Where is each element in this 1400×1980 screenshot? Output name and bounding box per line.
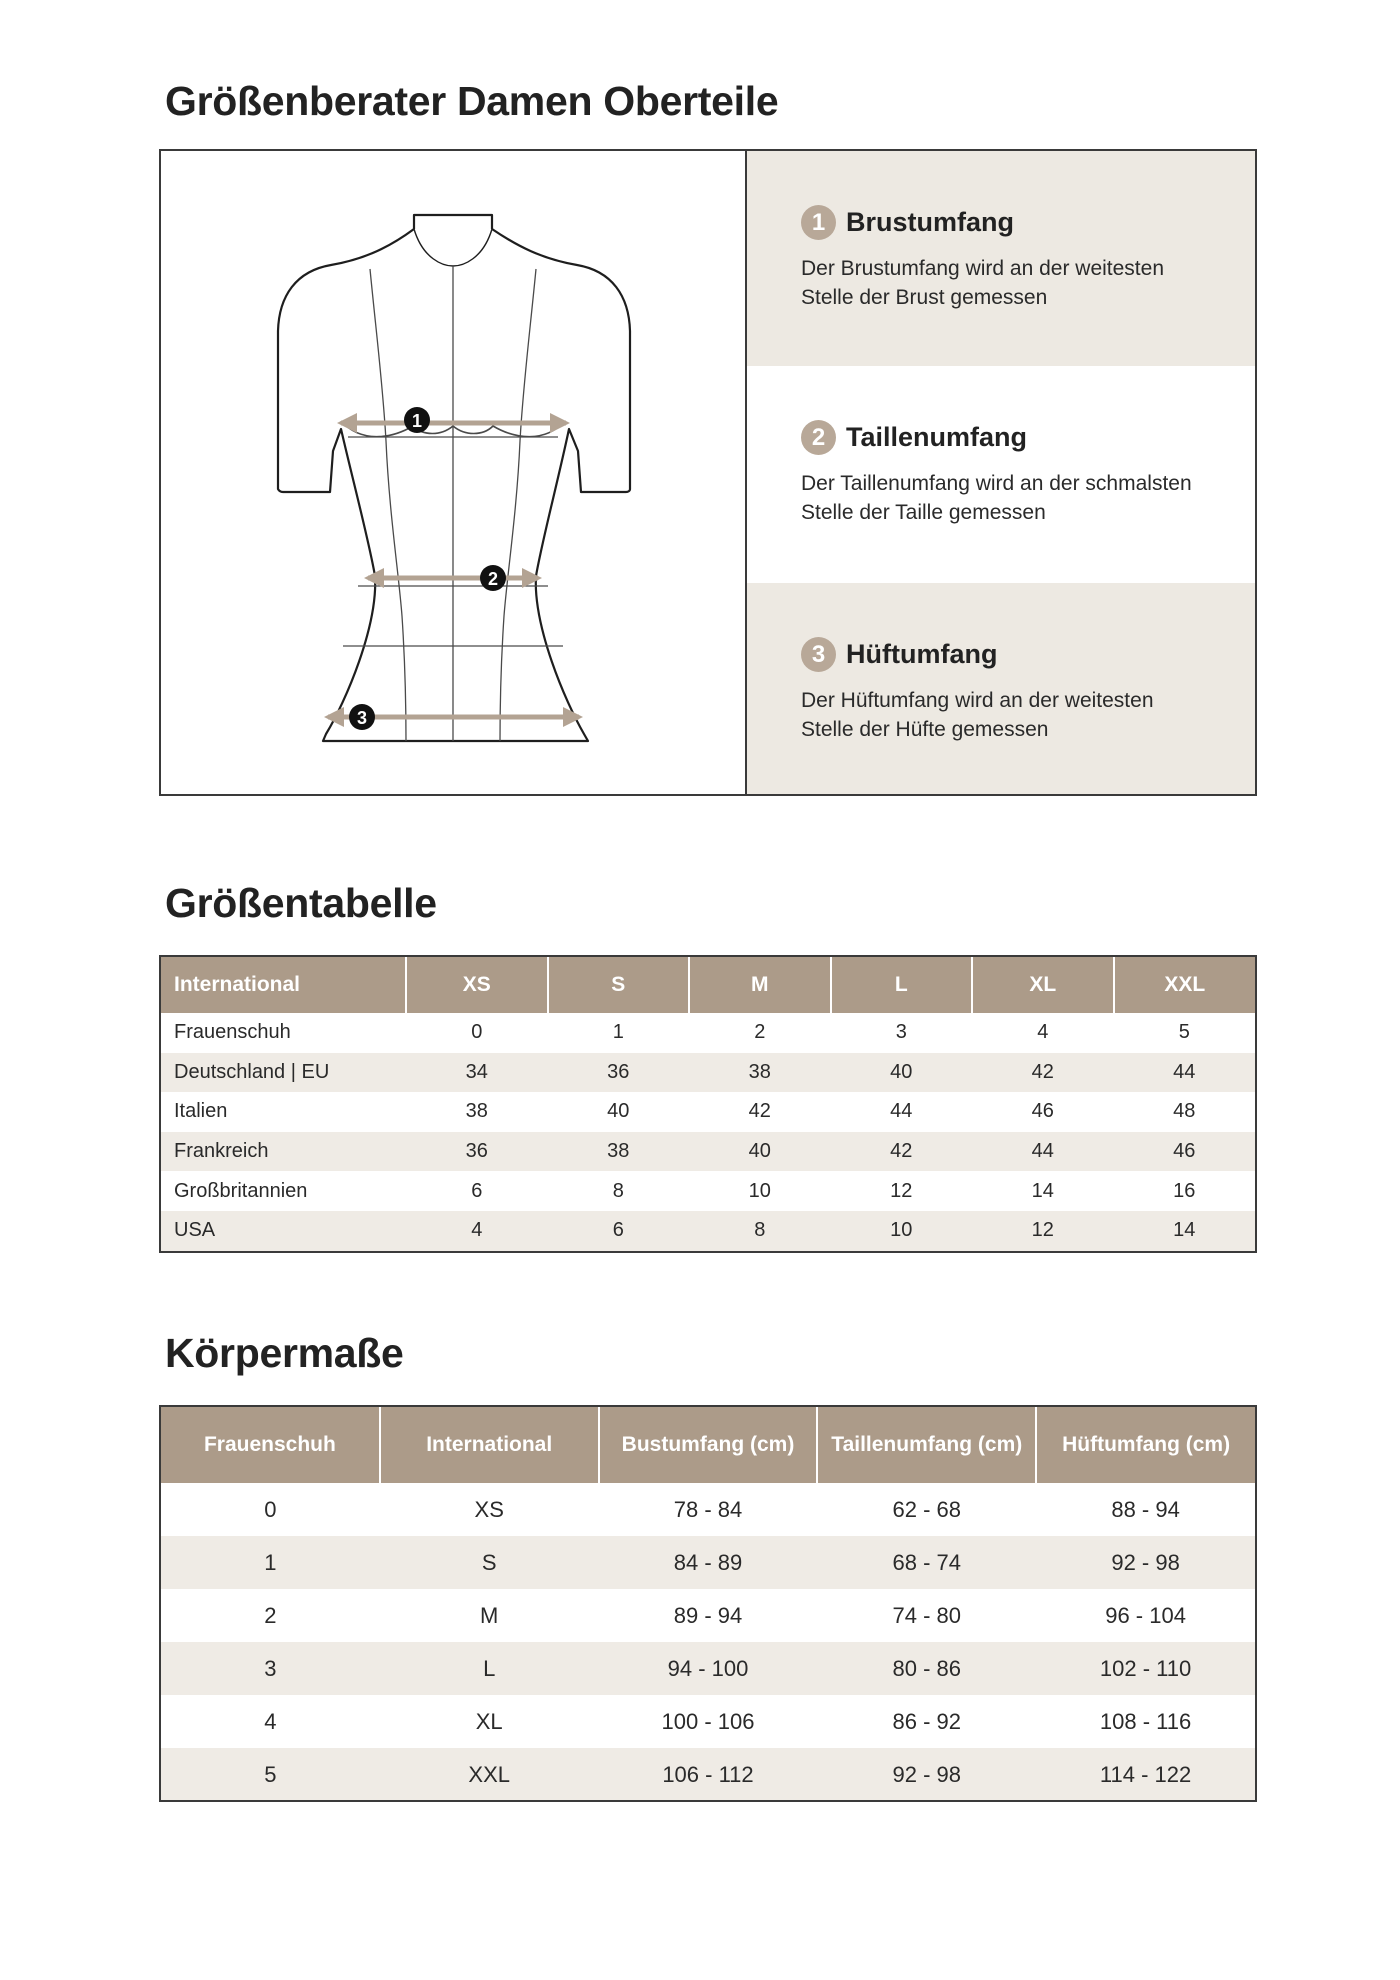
table-cell: 96 - 104 <box>1105 1602 1186 1628</box>
table-cell: 84 - 89 <box>599 1536 818 1589</box>
number-badge-1: 1 <box>801 205 836 240</box>
info-text-waist: Der Taillenumfang wird an der schmalsten Stelle der Taille gemessen <box>801 472 1192 524</box>
table-cell: 74 - 80 <box>892 1602 962 1628</box>
table-row <box>161 1092 1255 1132</box>
table-cell: 44 <box>1114 1053 1256 1093</box>
table-cell: S <box>380 1536 599 1589</box>
svg-text:3: 3 <box>356 708 368 728</box>
table-cell: 40 <box>831 1053 973 1093</box>
marker-1 <box>404 407 430 433</box>
table-cell: 42 <box>748 1100 771 1123</box>
table-cell: 4 <box>1037 1021 1049 1044</box>
table-cell: 102 - 110 <box>1036 1642 1255 1695</box>
table-cell: 4 <box>406 1211 548 1251</box>
table-cell: 80 - 86 <box>817 1642 1036 1695</box>
size-header-cell: XL <box>972 957 1114 1013</box>
info-hip <box>747 583 1255 794</box>
table-cell: 5 <box>1178 1021 1190 1044</box>
table-cell: 114 - 122 <box>1036 1748 1255 1801</box>
table-cell: 46 <box>1114 1132 1256 1172</box>
size-header-cell: XS <box>406 957 548 1013</box>
size-table <box>161 957 1255 1251</box>
table-row <box>161 1171 1255 1211</box>
table-cell: 68 - 74 <box>817 1536 1036 1589</box>
table-cell: 62 - 68 <box>892 1496 962 1522</box>
table-cell: 6 <box>471 1179 483 1202</box>
svg-text:1: 1 <box>411 411 423 431</box>
body-header-cell: Bustumfang (cm) <box>599 1407 818 1483</box>
table-cell: 14 <box>1114 1211 1256 1251</box>
size-header-cell: International <box>161 957 406 1013</box>
mannequin-illustration <box>161 151 745 794</box>
table-row <box>161 1483 1255 1536</box>
table-cell: 6 <box>548 1211 690 1251</box>
table-cell: 42 <box>972 1053 1114 1093</box>
table-cell: 78 - 84 <box>673 1496 743 1522</box>
table-cell: 0 <box>471 1021 483 1044</box>
marker-2 <box>480 565 506 591</box>
table-row <box>161 1536 1255 1589</box>
table-cell: 10 <box>831 1211 973 1251</box>
size-table-header-row <box>161 957 1255 1013</box>
table-row <box>161 1053 1255 1093</box>
table-cell: XL <box>475 1708 503 1734</box>
table-cell: 2 <box>264 1602 277 1628</box>
info-bust <box>747 151 1255 366</box>
table-cell: 100 - 106 <box>661 1708 755 1734</box>
table-cell: 14 <box>1031 1179 1054 1202</box>
table-cell: 92 - 98 <box>1036 1536 1255 1589</box>
table-cell: 44 <box>972 1132 1114 1172</box>
table-cell: 88 - 94 <box>1111 1496 1180 1522</box>
info-text-hip: Der Hüftumfang wird an der weitesten Stelle der Hüfte gemessen <box>801 689 1154 741</box>
table-cell: XXL <box>380 1748 599 1801</box>
table-row <box>161 1132 1255 1172</box>
table-cell: 3 <box>895 1021 907 1044</box>
svg-text:2: 2 <box>487 569 499 589</box>
info-title-bust: Brustumfang <box>846 207 1014 237</box>
table-cell: 108 - 116 <box>1099 1708 1192 1734</box>
size-table-container <box>159 955 1257 1253</box>
table-cell: USA <box>161 1211 406 1251</box>
table-cell: 2 <box>754 1021 766 1044</box>
info-title-hip: Hüftumfang <box>846 639 998 669</box>
number-badge-2: 2 <box>801 420 836 455</box>
size-header-cell: M <box>689 957 831 1013</box>
table-cell: XS <box>474 1496 504 1522</box>
table-cell: 1 <box>161 1536 380 1589</box>
table-row <box>161 1748 1255 1801</box>
marker-3 <box>349 704 375 730</box>
table-cell: 3 <box>161 1642 380 1695</box>
table-cell: 94 - 100 <box>599 1642 818 1695</box>
size-table-title: Größentabelle <box>165 880 437 926</box>
table-cell: Deutschland | EU <box>161 1053 406 1093</box>
table-cell: 8 <box>612 1179 624 1202</box>
table-cell: 10 <box>748 1179 771 1202</box>
table-cell: 106 - 112 <box>599 1748 818 1801</box>
number-badge-3: 3 <box>801 637 836 672</box>
body-header-cell: Taillenumfang (cm) <box>817 1407 1036 1483</box>
table-cell: 34 <box>406 1053 548 1093</box>
table-cell: 92 - 98 <box>817 1748 1036 1801</box>
mannequin-figure <box>161 151 747 794</box>
table-row <box>161 1642 1255 1695</box>
table-cell: Italien <box>174 1100 228 1123</box>
table-cell: 36 <box>548 1053 690 1093</box>
body-table-header-row <box>161 1407 1255 1483</box>
body-header-cell: International <box>380 1407 599 1483</box>
size-header-cell: XXL <box>1114 957 1256 1013</box>
table-cell: 12 <box>890 1179 913 1202</box>
table-row <box>161 1211 1255 1251</box>
table-cell: 4 <box>264 1708 277 1734</box>
table-row <box>161 1589 1255 1642</box>
body-measurements-table <box>161 1407 1255 1801</box>
table-cell: 5 <box>161 1748 380 1801</box>
size-header-cell: S <box>548 957 690 1013</box>
body-table-container <box>159 1405 1257 1802</box>
table-cell: 8 <box>689 1211 831 1251</box>
table-cell: Frankreich <box>161 1132 406 1172</box>
table-cell: 86 - 92 <box>892 1708 962 1734</box>
info-text-bust: Der Brustumfang wird an der weitesten Stelle der Brust gemessen <box>801 257 1164 309</box>
table-cell: 38 <box>465 1100 488 1123</box>
body-table-title: Körpermaße <box>165 1330 404 1376</box>
size-header-cell: L <box>831 957 973 1013</box>
table-cell: 40 <box>689 1132 831 1172</box>
page-title: Größenberater Damen Oberteile <box>165 78 779 124</box>
table-cell: 12 <box>972 1211 1114 1251</box>
table-cell: 44 <box>890 1100 913 1123</box>
table-cell: 89 - 94 <box>673 1602 743 1628</box>
measurement-info <box>747 151 1255 794</box>
table-cell: Frauenschuh <box>174 1021 291 1044</box>
table-cell: 16 <box>1173 1179 1196 1202</box>
table-cell: Großbritannien <box>174 1179 308 1202</box>
table-cell: 38 <box>689 1053 831 1093</box>
measurement-guide <box>159 149 1257 796</box>
table-cell: L <box>380 1642 599 1695</box>
table-cell: 38 <box>548 1132 690 1172</box>
table-row <box>161 1013 1255 1053</box>
table-cell: 0 <box>264 1496 277 1522</box>
table-cell: M <box>480 1602 499 1628</box>
table-cell: 36 <box>406 1132 548 1172</box>
table-cell: 1 <box>612 1021 624 1044</box>
table-cell: 42 <box>831 1132 973 1172</box>
info-waist <box>747 366 1255 583</box>
table-row <box>161 1695 1255 1748</box>
table-cell: 46 <box>1031 1100 1054 1123</box>
table-cell: 48 <box>1173 1100 1196 1123</box>
info-title-waist: Taillenumfang <box>846 422 1028 452</box>
body-header-cell: Hüftumfang (cm) <box>1036 1407 1255 1483</box>
table-cell: 40 <box>607 1100 630 1123</box>
body-header-cell: Frauenschuh <box>161 1407 380 1483</box>
